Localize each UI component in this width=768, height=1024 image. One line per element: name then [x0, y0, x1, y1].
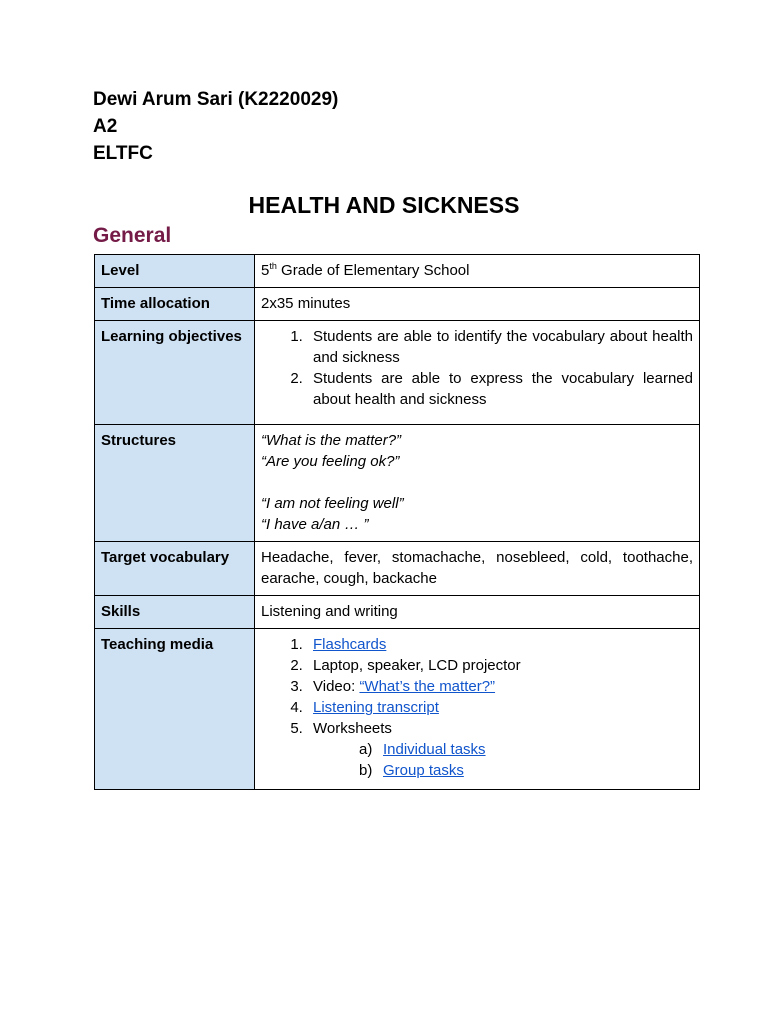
table-row-time [95, 288, 700, 321]
objectives-label: Learning objectives [95, 321, 255, 425]
general-info-table [94, 254, 700, 790]
objectives-value [255, 321, 700, 425]
level-label: Level [95, 255, 255, 288]
structure-line: “I am not feeling well” [261, 495, 404, 512]
table-row-media [95, 629, 700, 790]
document-header [93, 86, 338, 167]
structure-line: “What is the matter?” [261, 432, 402, 449]
objectives-list [261, 326, 693, 410]
group-tasks-link[interactable]: Group tasks [383, 762, 464, 779]
media-list [261, 634, 693, 781]
objective-item: 2. Students are able to express the vocabulary learned about health and sickness [307, 368, 693, 410]
media-label: Teaching media [95, 629, 255, 790]
table-row-skills [95, 596, 700, 629]
skills-label: Skills [95, 596, 255, 629]
structure-line: “Are you feeling ok?” [261, 453, 400, 470]
media-item: 2. Laptop, speaker, LCD projector [307, 655, 693, 676]
author-name: Dewi Arum Sari (K2220029) [93, 89, 339, 110]
structures-label: Structures [95, 425, 255, 542]
vocabulary-value: Headache, fever, stomachache, nosebleed, cold, toothache, earache, cough, backache [255, 542, 700, 596]
level-grade: 5 [261, 262, 270, 279]
individual-tasks-link[interactable]: Individual tasks [383, 741, 486, 758]
media-item [307, 676, 693, 697]
structure-line: “I have a/an … ” [261, 516, 369, 533]
level-grade-suffix: th [269, 261, 277, 271]
table-row-objectives [95, 321, 700, 425]
worksheet-subitem [359, 739, 693, 760]
course-name: ELTFC [93, 143, 153, 164]
vocabulary-label: Target vocabulary [95, 542, 255, 596]
table-row-structures [95, 425, 700, 542]
table-row-level [95, 255, 700, 288]
time-label: Time allocation [95, 288, 255, 321]
media-value [255, 629, 700, 790]
worksheets-label: Worksheets [313, 720, 392, 737]
table-row-vocabulary [95, 542, 700, 596]
worksheet-subitem [359, 760, 693, 781]
media-item [307, 634, 693, 655]
video-prefix: Video: [313, 678, 360, 695]
level-value [255, 255, 700, 288]
listening-transcript-link[interactable]: Listening transcript [313, 699, 439, 716]
video-link[interactable]: “What’s the matter?” [359, 678, 496, 695]
level-rest: Grade of Elementary School [276, 262, 470, 279]
structures-value [255, 425, 700, 542]
media-item [307, 697, 693, 718]
document-title: HEALTH AND SICKNESS [248, 192, 520, 218]
worksheets-sublist [313, 739, 693, 781]
flashcards-link[interactable]: Flashcards [313, 636, 387, 653]
media-item [307, 718, 693, 781]
skills-value: Listening and writing [255, 596, 700, 629]
time-value: 2x35 minutes [255, 288, 700, 321]
class-name: A2 [93, 116, 118, 137]
section-heading-general: General [93, 224, 172, 247]
objective-item: 1. Students are able to identify the vocabulary about health and sickness [307, 326, 693, 368]
